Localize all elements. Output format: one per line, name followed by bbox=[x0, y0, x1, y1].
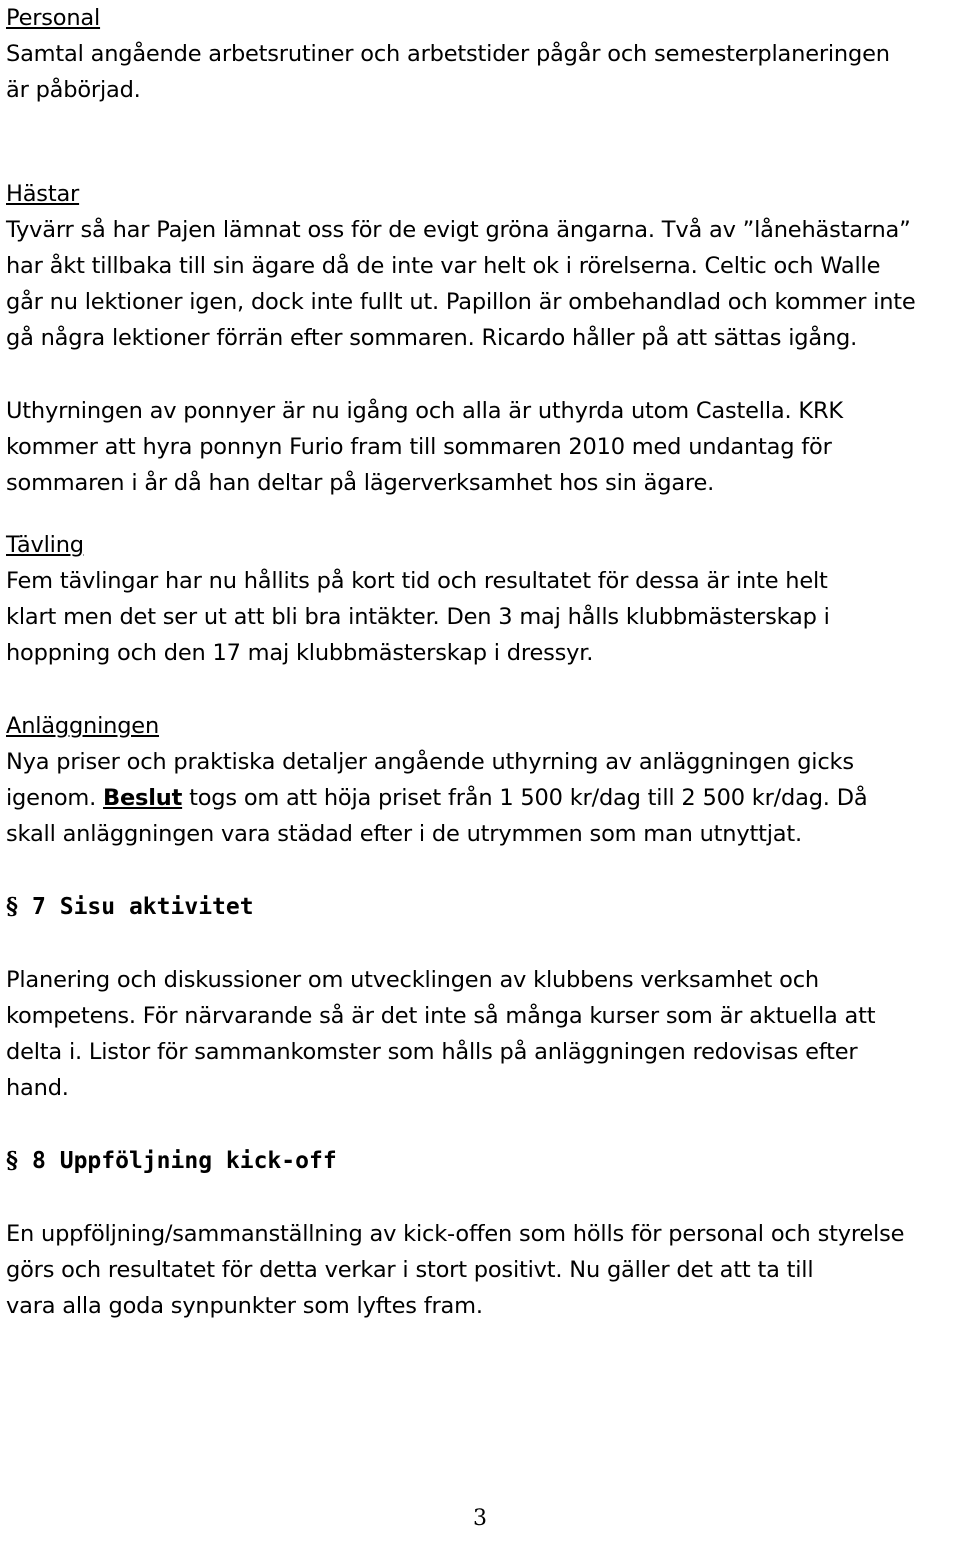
anlaggningen-heading: Anläggningen bbox=[6, 713, 160, 739]
hastar-heading: Hästar bbox=[6, 181, 80, 207]
paragraph-line: gå några lektioner förrän efter sommaren. Ricardo håller på att sättas igång. bbox=[6, 325, 858, 351]
paragraph-symbol: § bbox=[6, 1147, 19, 1174]
section-7 bbox=[6, 889, 956, 1106]
paragraph-line: Nya priser och praktiska detaljer angående uthyrning av anläggningen gicks bbox=[6, 749, 854, 775]
paragraph-line: hand. bbox=[6, 1075, 69, 1101]
paragraph-line: kompetens. För närvarande så är det inte så många kurser som är aktuella att bbox=[6, 1003, 876, 1029]
paragraph-line: En uppföljning/sammanställning av kick-offen som hölls för personal och styrelse bbox=[6, 1221, 905, 1247]
paragraph-line: Fem tävlingar har nu hållits på kort tid och resultatet för dessa är inte helt bbox=[6, 568, 828, 594]
section-8-heading bbox=[6, 1143, 956, 1179]
section-7-title: 7 Sisu aktivitet bbox=[32, 894, 254, 920]
text-run: igenom. bbox=[6, 785, 104, 811]
paragraph-symbol: § bbox=[6, 893, 19, 920]
paragraph-line: är påbörjad. bbox=[6, 77, 141, 103]
page-number: 3 bbox=[473, 1506, 487, 1531]
paragraph-line: görs och resultatet för detta verkar i stort positivt. Nu gäller det att ta till bbox=[6, 1257, 814, 1283]
document-page bbox=[6, 0, 956, 1324]
paragraph-line: klart men det ser ut att bli bra intäkter. Den 3 maj hålls klubbmästerskap i bbox=[6, 604, 830, 630]
paragraph-line: går nu lektioner igen, dock inte fullt ut. Papillon är ombehandlad och kommer inte bbox=[6, 289, 916, 315]
paragraph-line: Planering och diskussioner om utvecklingen av klubbens verksamhet och bbox=[6, 967, 819, 993]
section-8 bbox=[6, 1143, 956, 1324]
paragraph-line: sommaren i år då han deltar på lägerverksamhet hos sin ägare. bbox=[6, 470, 715, 496]
paragraph-line: hoppning och den 17 maj klubbmästerskap i dressyr. bbox=[6, 640, 594, 666]
tavling-heading: Tävling bbox=[6, 532, 84, 558]
paragraph-line: Samtal angående arbetsrutiner och arbetstider pågår och semesterplaneringen bbox=[6, 41, 890, 67]
paragraph-line: har åkt tillbaka till sin ägare då de inte var helt ok i rörelserna. Celtic och Walle bbox=[6, 253, 881, 279]
text-run: togs om att höja priset från 1 500 kr/dag till 2 500 kr/dag. Då bbox=[182, 785, 868, 811]
paragraph-line: vara alla goda synpunkter som lyftes fram. bbox=[6, 1293, 483, 1319]
uthyrning-paragraph bbox=[6, 393, 956, 501]
paragraph-line: skall anläggningen vara städad efter i de utrymmen som man utnyttjat. bbox=[6, 821, 802, 847]
paragraph-line: kommer att hyra ponnyn Furio fram till sommaren 2010 med undantag för bbox=[6, 434, 832, 460]
tavling-section bbox=[6, 527, 956, 671]
paragraph-line: delta i. Listor för sammankomster som hålls på anläggningen redovisas efter bbox=[6, 1039, 858, 1065]
beslut-label: Beslut bbox=[103, 785, 183, 811]
anlaggningen-section bbox=[6, 708, 956, 852]
section-7-heading bbox=[6, 889, 956, 925]
paragraph-line bbox=[6, 780, 956, 816]
section-8-title: 8 Uppföljning kick-off bbox=[32, 1148, 337, 1174]
paragraph-line: Tyvärr så har Pajen lämnat oss för de evigt gröna ängarna. Två av ”lånehästarna” bbox=[6, 217, 911, 243]
paragraph-line: Uthyrningen av ponnyer är nu igång och alla är uthyrda utom Castella. KRK bbox=[6, 398, 843, 424]
personal-section bbox=[6, 0, 956, 108]
personal-heading: Personal bbox=[6, 5, 101, 31]
hastar-section bbox=[6, 176, 956, 356]
